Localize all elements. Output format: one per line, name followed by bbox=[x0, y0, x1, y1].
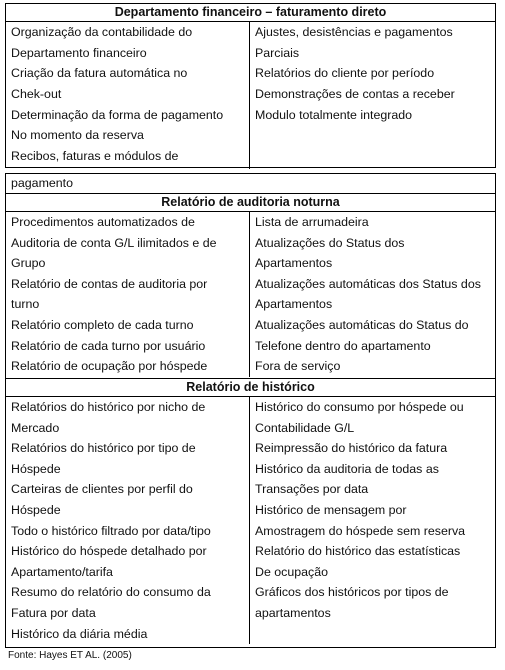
section-title: Departamento financeiro – faturamento direto bbox=[6, 4, 495, 22]
list-item: No momento da reserva bbox=[11, 128, 144, 143]
source-citation: Fonte: Hayes ET AL. (2005) bbox=[8, 650, 132, 661]
list-item: Relatório do histórico das estatísticas bbox=[255, 544, 461, 559]
list-item: Chek-out bbox=[11, 87, 62, 102]
list-item: Atualizações do Status dos bbox=[255, 235, 405, 250]
list-item: Gráficos dos históricos por tipos de bbox=[255, 585, 449, 600]
left-column bbox=[6, 397, 250, 644]
history-report-table bbox=[5, 378, 496, 648]
financial-department-table bbox=[5, 3, 496, 168]
list-item: Carteiras de clientes por perfil do bbox=[11, 482, 193, 497]
list-item: Histórico da diária média bbox=[11, 626, 148, 641]
list-item: Resumo do relatório do consumo da bbox=[11, 585, 211, 600]
list-item: Fora de serviço bbox=[255, 359, 341, 374]
section-title: Relatório de auditoria noturna bbox=[6, 194, 495, 212]
list-item: Contabilidade G/L bbox=[255, 420, 355, 435]
list-item: Determinação da forma de pagamento bbox=[11, 107, 224, 122]
list-item: Transações por data bbox=[255, 482, 369, 497]
list-item: Histórico da auditoria de todas as bbox=[255, 461, 439, 476]
list-item: Recibos, faturas e módulos de bbox=[11, 149, 179, 164]
list-item: Criação da fatura automática no bbox=[11, 66, 188, 81]
list-item: Lista de arrumadeira bbox=[255, 215, 369, 229]
list-item: turno bbox=[11, 297, 40, 312]
list-item: Hóspede bbox=[11, 502, 61, 517]
section-title: Relatório de histórico bbox=[6, 379, 495, 397]
continuation-text: pagamento bbox=[6, 174, 495, 194]
list-item: Telefone dentro do apartamento bbox=[255, 338, 431, 353]
list-item: apartamentos bbox=[255, 605, 331, 620]
list-item: Ajustes, desistências e pagamentos bbox=[255, 25, 453, 39]
list-item: Relatório completo de cada turno bbox=[11, 317, 194, 332]
list-item: Mercado bbox=[11, 420, 60, 435]
list-item: Fatura por data bbox=[11, 605, 96, 620]
list-item: Relatórios do histórico por tipo de bbox=[11, 441, 196, 456]
left-column bbox=[6, 22, 250, 169]
list-item: Histórico do hóspede detalhado por bbox=[11, 544, 207, 559]
list-item: Organização da contabilidade do bbox=[11, 25, 193, 39]
list-item: Todo o histórico filtrado por data/tipo bbox=[11, 523, 211, 538]
list-item: Parciais bbox=[255, 45, 300, 60]
left-column bbox=[6, 212, 250, 377]
list-item: Relatório de contas de auditoria por bbox=[11, 276, 208, 291]
list-item: Modulo totalmente integrado bbox=[255, 107, 413, 122]
list-item: Departamento financeiro bbox=[11, 45, 147, 60]
list-item: Apartamento/tarifa bbox=[11, 564, 113, 579]
list-item: Histórico de mensagem por bbox=[255, 502, 407, 517]
right-column bbox=[250, 22, 495, 169]
right-column bbox=[250, 397, 495, 644]
list-item: Auditoria de conta G/L ilimitados e de bbox=[11, 235, 217, 250]
list-item: Demonstrações de contas a receber bbox=[255, 87, 455, 102]
list-item: Atualizações automáticas do Status do bbox=[255, 317, 469, 332]
list-item: Hóspede bbox=[11, 461, 61, 476]
list-item: Atualizações automáticas dos Status dos bbox=[255, 276, 481, 291]
right-column bbox=[250, 212, 495, 377]
list-item: Reimpressão do histórico da fatura bbox=[255, 441, 448, 456]
list-item: Procedimentos automatizados de bbox=[11, 215, 195, 229]
list-item: Relatórios do histórico por nicho de bbox=[11, 400, 206, 414]
list-item: Relatório de ocupação por hóspede bbox=[11, 359, 208, 374]
list-item: Amostragem do hóspede sem reserva bbox=[255, 523, 466, 538]
night-audit-table bbox=[5, 173, 496, 379]
list-item: Relatórios do cliente por período bbox=[255, 66, 435, 81]
list-item: Relatório de cada turno por usuário bbox=[11, 338, 206, 353]
list-item: Apartamentos bbox=[255, 297, 333, 312]
list-item: Apartamentos bbox=[255, 256, 333, 271]
list-item: Grupo bbox=[11, 256, 46, 271]
list-item: Histórico do consumo por hóspede ou bbox=[255, 400, 464, 414]
list-item: De ocupação bbox=[255, 564, 329, 579]
